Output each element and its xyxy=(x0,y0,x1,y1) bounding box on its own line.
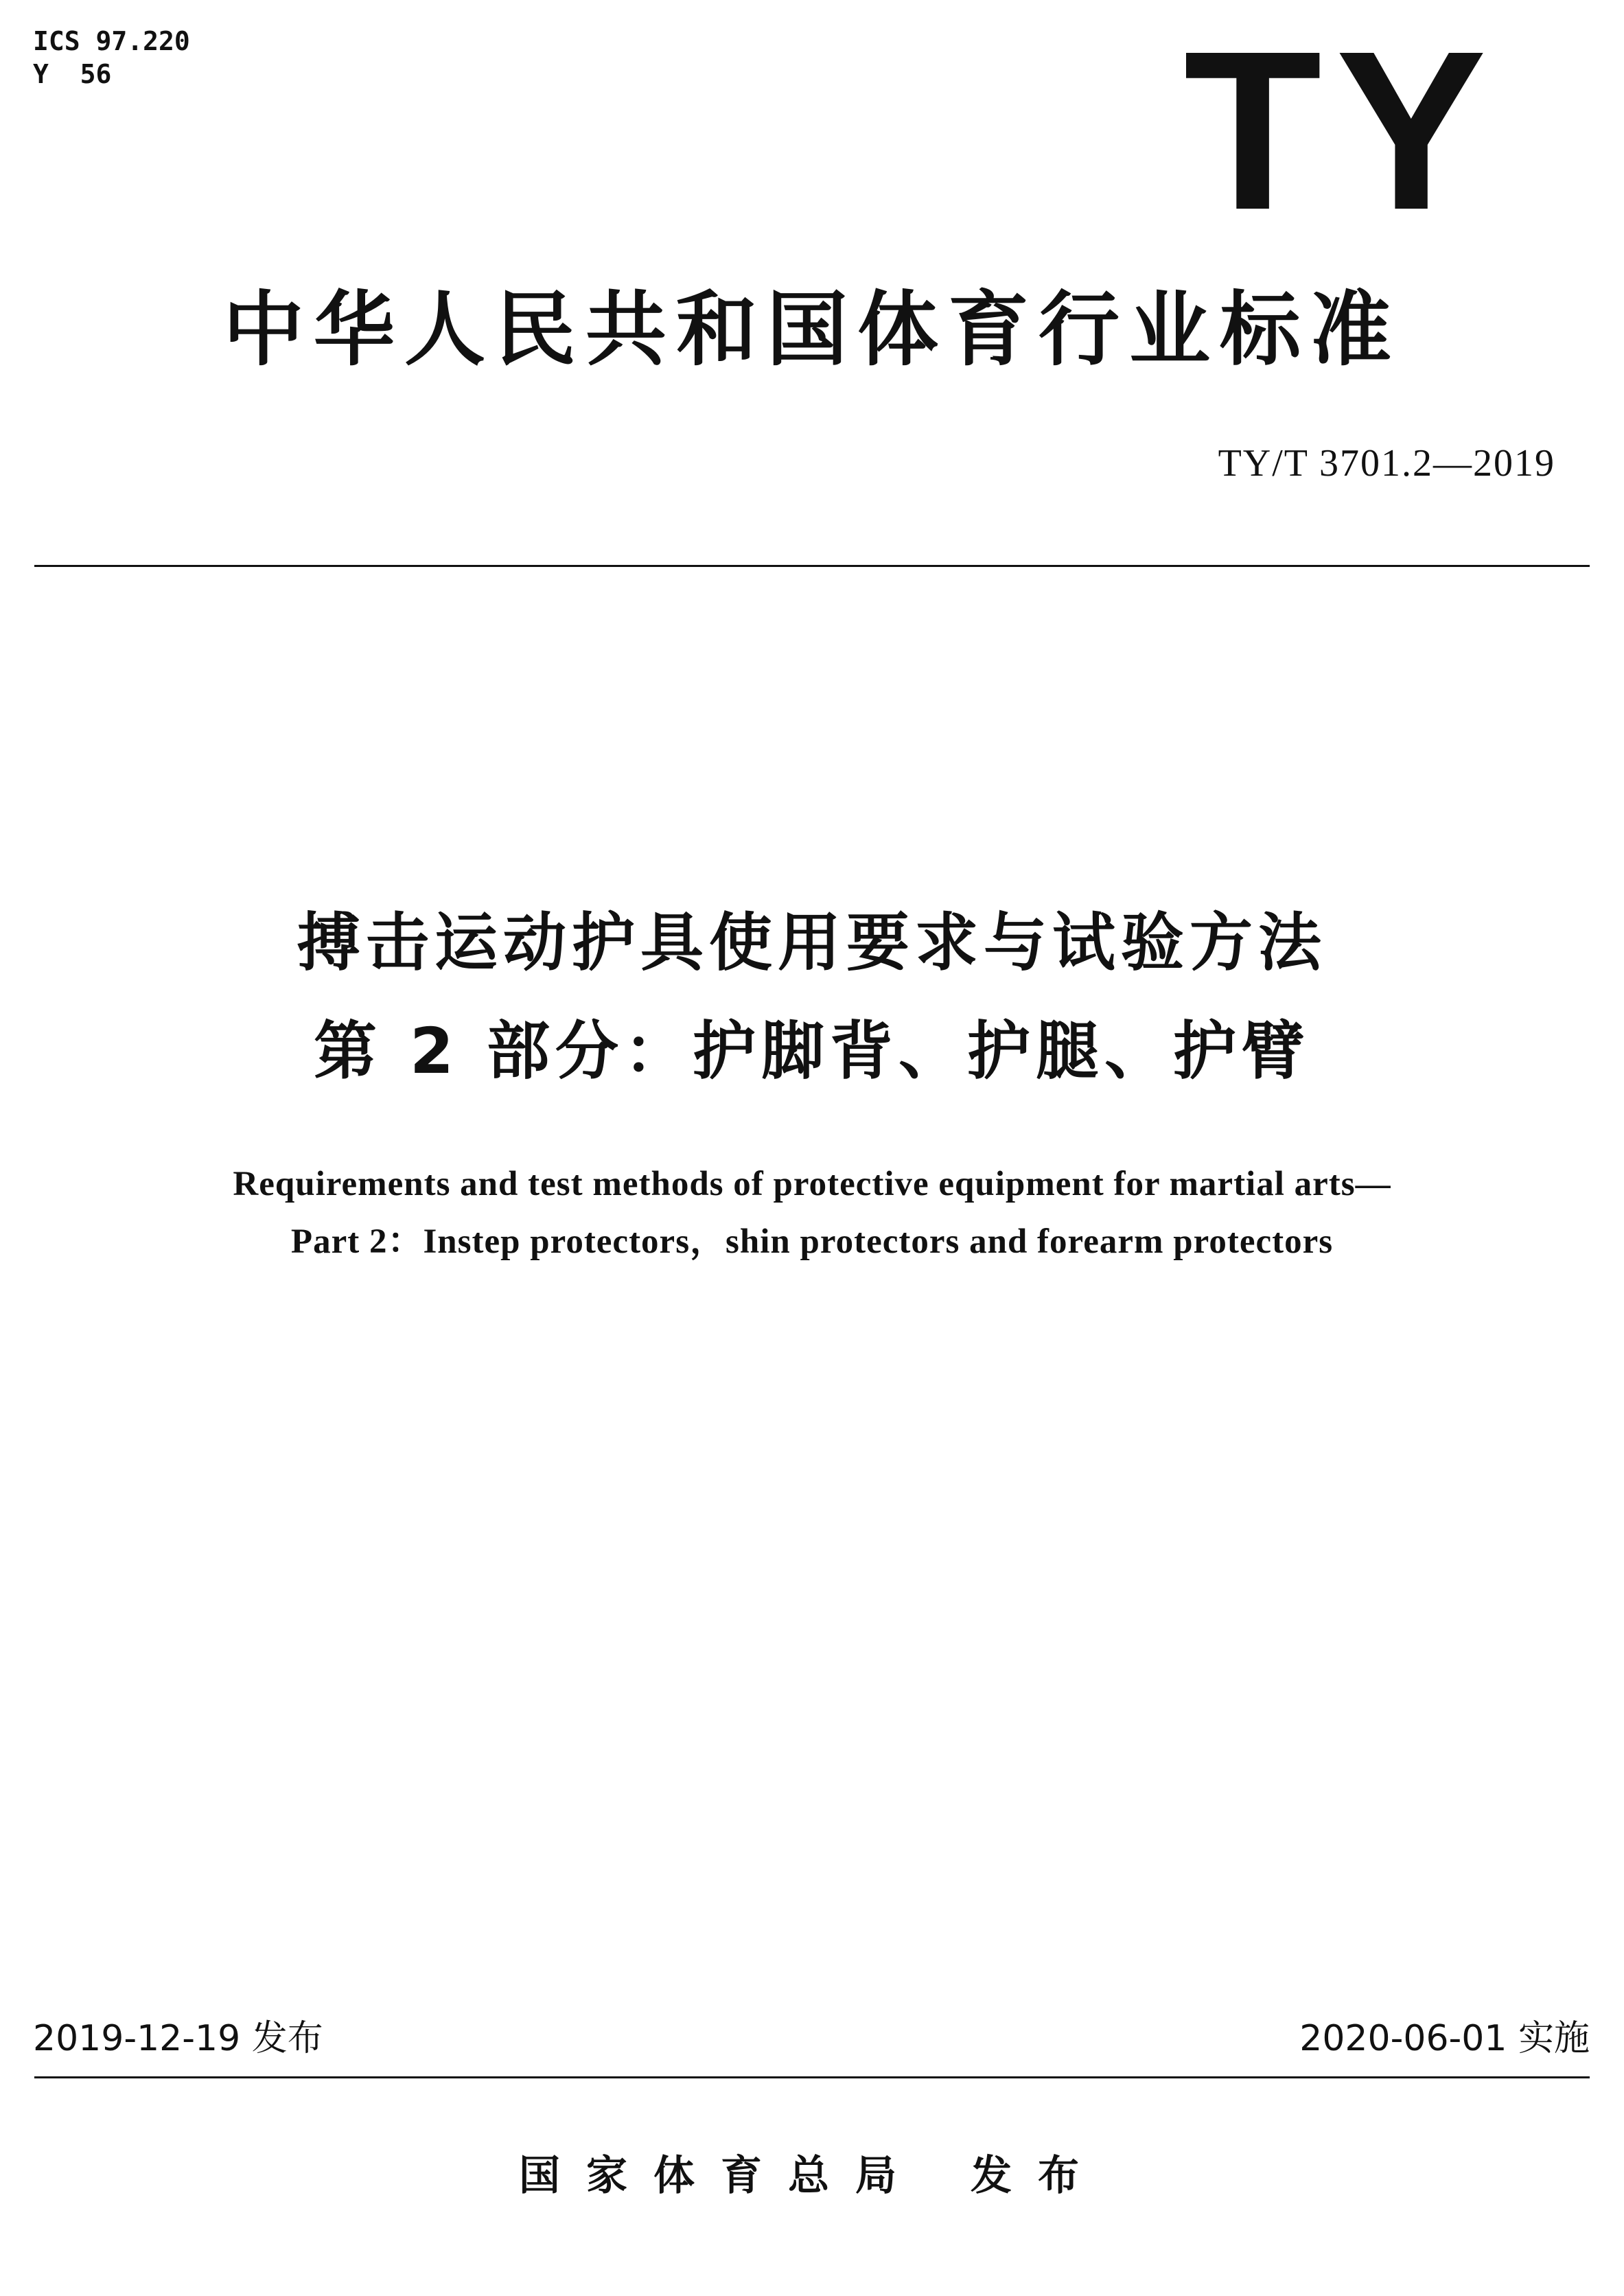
publisher-line xyxy=(0,2148,1624,2203)
publisher-name: 国家体育总局 xyxy=(519,2152,923,2200)
ccs-code: Y 56 xyxy=(33,59,112,89)
english-title-line1: Requirements and test methods of protective equipment for martial arts— xyxy=(233,1165,1391,1203)
publisher-action: 发布 xyxy=(971,2152,1105,2200)
classification-codes xyxy=(33,25,190,91)
chinese-title-line2: 第 2 部分：护脚背、护腿、护臂 xyxy=(313,1014,1311,1088)
implementation-date: 2020-06-01 实施 xyxy=(1299,2018,1590,2059)
chinese-title xyxy=(0,889,1624,1106)
ty-logo: TY xyxy=(1183,3,1500,257)
chinese-title-line1: 搏击运动护具使用要求与试验方法 xyxy=(297,906,1327,979)
english-title xyxy=(0,1155,1624,1271)
standard-type-heading: 中华人民共和国体育行业标准 xyxy=(222,282,1401,377)
top-divider xyxy=(34,565,1590,567)
bottom-divider xyxy=(34,2076,1590,2078)
standard-number: TY/T 3701.2—2019 xyxy=(1218,442,1555,485)
english-title-line2: Part 2：Instep protectors，shin protectors and forearm protectors xyxy=(290,1222,1334,1261)
issue-date: 2019-12-19 发布 xyxy=(33,2018,323,2059)
ics-code: ICS 97.220 xyxy=(33,26,190,56)
